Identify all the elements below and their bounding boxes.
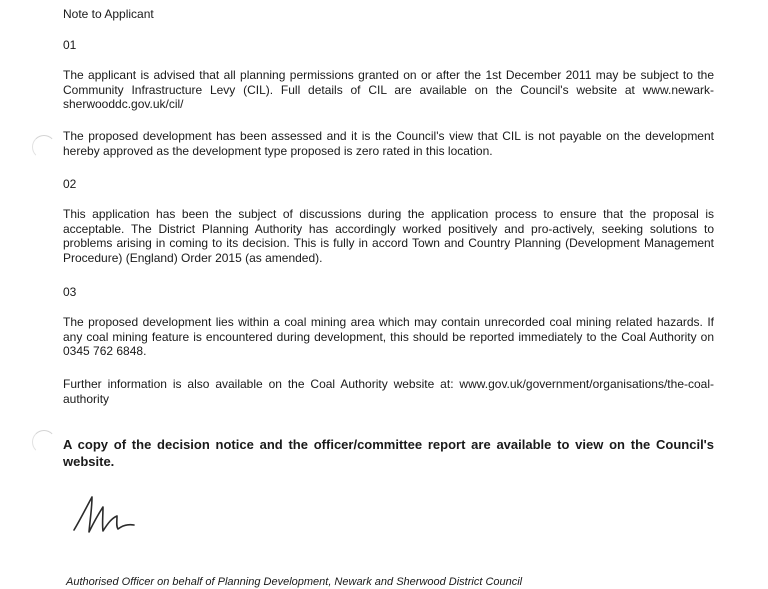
note-03-coal-mining-paragraph: The proposed development lies within a coal mining area which may contain unrecorded coal mining related hazards. If any coal mining feature is encountered during development, this should be reported immediately to the Coal Authority on 0345 762 6848.	[63, 315, 714, 358]
note-02-discussion-paragraph: This application has been the subject of discussions during the application process to ensure that the proposal is acceptable. The District Planning Authority has accordingly worked positively and pro-actively, seeking solutions to problems arising in coming to its decision. This is fully in accord Town and Country Planning (Development Management Procedure) (England) Order 2015 (as amended).	[63, 207, 714, 265]
note-number-03: 03	[63, 285, 77, 299]
note-number-01: 01	[63, 38, 77, 52]
note-03-further-information-paragraph: Further information is also available on the Coal Authority website at: www.gov.uk/government/organisations/the-coal-authority	[63, 377, 714, 406]
decision-notice-statement: A copy of the decision notice and the officer/committee report are available to view on the Council's website.	[63, 437, 714, 469]
punch-hole-mark	[32, 430, 56, 454]
note-heading: Note to Applicant	[63, 7, 154, 21]
punch-hole-mark	[32, 135, 56, 159]
officer-signature	[70, 488, 160, 538]
note-01-cil-paragraph: The applicant is advised that all planning permissions granted on or after the 1st December 2011 may be subject to the Community Infrastructure Levy (CIL). Full details of CIL are available on the Council's website at www.newark-sherwooddc.gov.uk/cil/	[63, 68, 714, 111]
note-01-zero-rated-paragraph: The proposed development has been assessed and it is the Council's view that CIL is not payable on the development hereby approved as the development type proposed is zero rated in this location.	[63, 129, 714, 158]
note-number-02: 02	[63, 177, 77, 191]
signature-caption: Authorised Officer on behalf of Planning Development, Newark and Sherwood District Council	[66, 576, 523, 588]
